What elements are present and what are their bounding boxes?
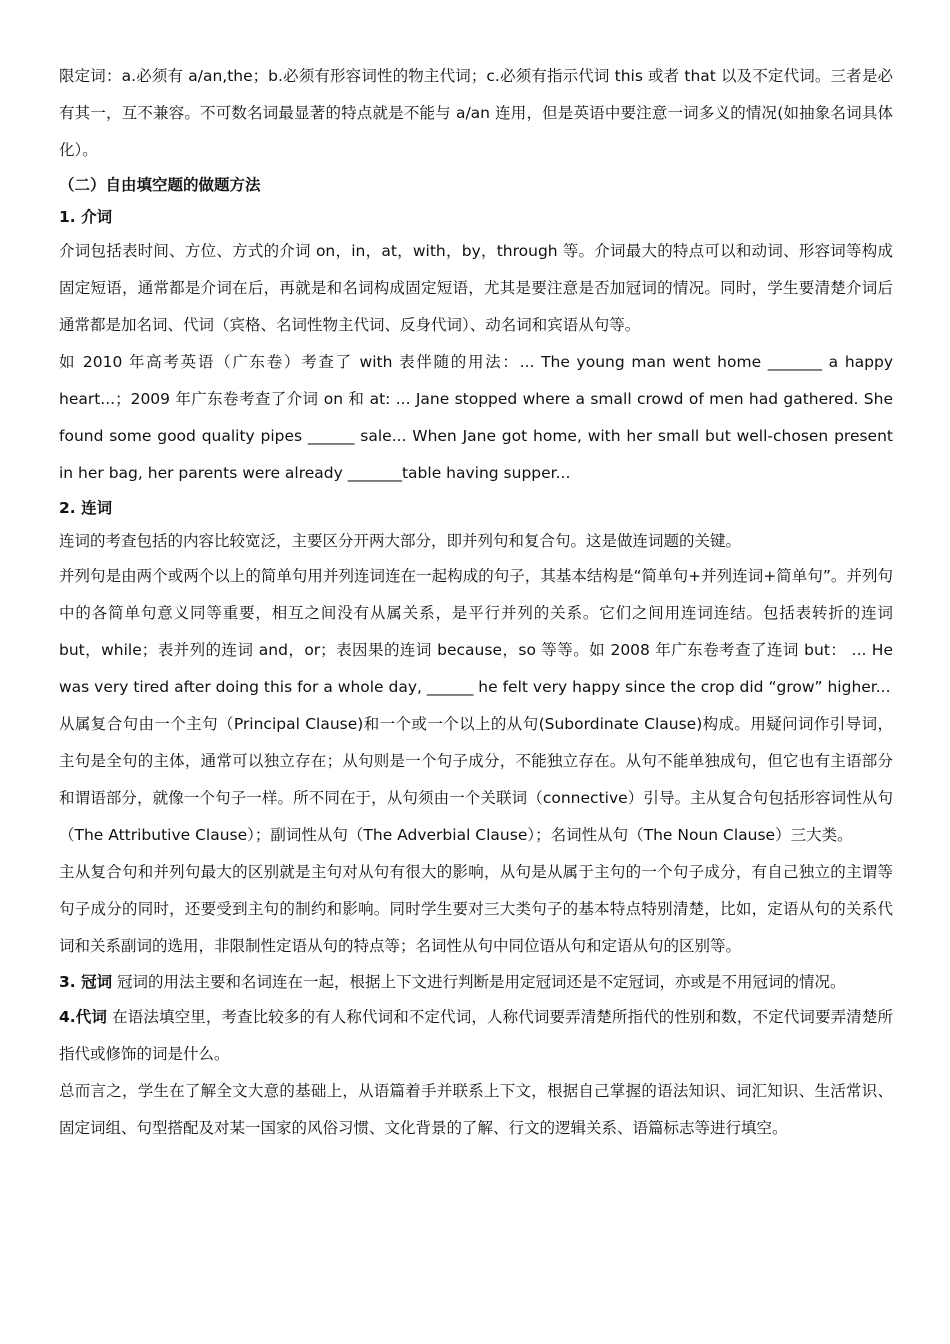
paragraph-determiners: 限定词：a.必须有 a/an,the；b.必须有形容词性的物主代词；c.必须有指示代词 this 或者 that 以及不定代词。三者是必有其一，互不兼容。不可数名词最显著的特点就是不能与 a/an 连用，但是英语中要注意一词多义的情况(如抽象名词具体化）。 [59, 67, 893, 159]
heading-pronouns: 4.代词 [59, 1008, 108, 1026]
pronouns-text: 在语法填空里，考查比较多的有人称代词和不定代词，人称代词要弄清楚所指代的性别和数，不定代词要弄清楚所指代或修饰的词是什么。 [59, 1008, 893, 1063]
heading-conjunctions: 2. 连词 [59, 499, 113, 517]
document-page [59, 58, 893, 1147]
paragraph-clause-differences: 主从复合句和并列句最大的区别就是主句对从句有很大的影响，从句是从属于主句的一个句子成分，有自己独立的主谓等句子成分的同时，还要受到主句的制约和影响。同时学生要对三大类句子的基本特点特别清楚，比如，定语从句的关系代词和关系副词的选用，非限制性定语从句的特点等；名词性从句中同位语从句和定语从句的区别等。 [59, 863, 893, 955]
heading-prepositions: 1. 介词 [59, 208, 113, 226]
articles-text: 冠词的用法主要和名词连在一起，根据上下文进行判断是用定冠词还是不定冠词，亦或是不用冠词的情况。 [112, 973, 846, 991]
paragraph-summary: 总而言之，学生在了解全文大意的基础上，从语篇着手并联系上下文，根据自己掌握的语法知识、词汇知识、生活常识、固定词组、句型搭配及对某一国家的风俗习惯、文化背景的了解、行文的逻辑关系、语篇标志等进行填空。 [59, 1082, 893, 1137]
paragraph-compound-sentences: 并列句是由两个或两个以上的简单句用并列连词连在一起构成的句子，其基本结构是“简单句+并列连词+简单句”。并列句中的各简单句意义同等重要，相互之间没有从属关系，是平行并列的关系。它们之间用连词连结。包括表转折的连词 but，while；表并列的连词 and，or；表因果的连词 because，so 等等。如 2008 年广东卷考查了连词 but： ... He was very tired after doing this for a whole day, ______ he felt very happy since the crop did “grow” higher... [59, 567, 893, 696]
paragraph-articles [59, 965, 893, 999]
paragraph-prepositions: 介词包括表时间、方位、方式的介词 on，in，at，with，by，through 等。介词最大的特点可以和动词、形容词等构成固定短语，通常都是介词在后，再就是和名词构成固定短语，尤其是要注意是否加冠词的情况。同时，学生要清楚介词后通常都是加名词、代词（宾格、名词性物主代词、反身代词）、动名词和宾语从句等。 [59, 242, 893, 334]
section-heading-free-fill: （二）自由填空题的做题方法 [59, 176, 261, 194]
paragraph-preposition-examples: 如 2010 年高考英语（广东卷）考查了 with 表伴随的用法：... The young man went home _______ a happy heart...；2009 年广东卷考查了介词 on 和 at: ... Jane stopped where a small crowd of men had gathered. She found some good quality pipes ______ sale... When Jane got home, with her small but well-chosen present in her bag, her parents were already _______table having supper... [59, 353, 893, 482]
heading-articles: 3. 冠词 [59, 973, 113, 991]
paragraph-conjunctions-intro: 连词的考查包括的内容比较宽泛，主要区分开两大部分，即并列句和复合句。这是做连词题的关键。 [59, 532, 742, 550]
paragraph-pronouns [59, 999, 893, 1073]
paragraph-complex-sentences: 从属复合句由一个主句（Principal Clause)和一个或一个以上的从句(Subordinate Clause)构成。用疑问词作引导词，主句是全句的主体，通常可以独立存在；从句则是一个句子成分，不能独立存在。从句不能单独成句，但它也有主语部分和谓语部分，就像一个句子一样。所不同在于，从句须由一个关联词（connective）引导。主从复合句包括形容词性从句（The Attributive Clause）；副词性从句（The Adverbial Clause）；名词性从句（The Noun Clause）三大类。 [59, 715, 893, 844]
